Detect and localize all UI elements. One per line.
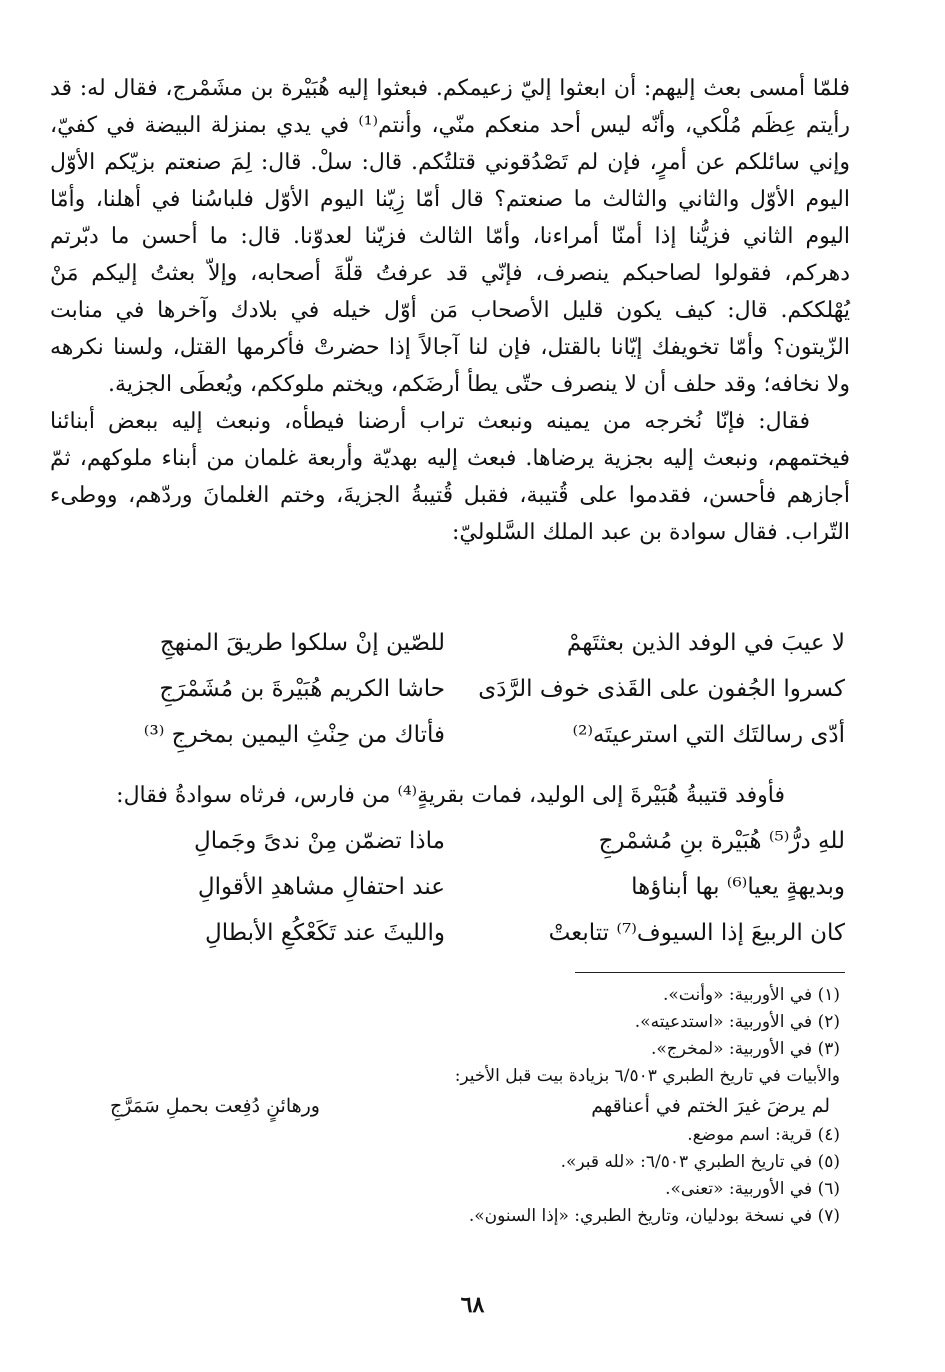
poem-2 [85,828,845,966]
poem-line [85,920,845,966]
footnote-3: (٣) في الأوربية: «لمخرج». [650,1039,840,1059]
poem-line [85,828,845,874]
hemistich-first: وبديهةٍ يعيا⁽⁶⁾ بها أبناؤها [631,874,845,900]
poem-line [85,676,845,722]
main-text [50,70,850,551]
footnote-6: (٦) في الأوربية: «تعنى». [665,1179,840,1199]
footnote-verse-second: ورهائنٍ دُفِعت بحملِ سَمَرَّجِ [110,1095,320,1117]
hemistich-second: والليثَ عند تَكَعْكُعِ الأبطالِ [205,920,445,946]
hemistich-first: للهِ درُّ⁽⁵⁾ هُبَيْرة بنِ مُشمْرجِ [598,828,845,854]
poem-line [85,630,845,676]
hemistich-second: للصّين إنْ سلكوا طريقَ المنهجِ [159,630,445,656]
footnotes [80,982,840,1230]
hemistich-first: كان الربيعَ إذا السيوف⁽⁷⁾ تتابعتْ [548,920,845,946]
transition-line: فأوفد قتيبةُ هُبَيْرةَ إلى الوليد، فمات بقريةٍ⁽⁴⁾ من فارس، فرثاه سوادةُ فقال: [116,783,785,808]
hemistich-second: فأتاك من حِنْثِ اليمين بمخرجِ ⁽³⁾ [143,722,445,748]
footnote-3-continuation: والأبيات في تاريخ الطبري ٦/٥٠٣ بزيادة بيت قبل الأخير: [454,1066,840,1086]
footnote-verse [110,1090,840,1122]
hemistich-second: عند احتفالِ مشاهدِ الأقوالِ [197,874,445,900]
poem-line [85,874,845,920]
footnote-2: (٢) في الأوربية: «استدعيته». [634,1012,840,1032]
hemistich-first: أدّى رسالتَك التي استرعيتَه⁽²⁾ [572,722,845,748]
footnote-verse-first: لم يرضَ غيرَ الختم في أعناقهم [591,1095,830,1117]
poem-1 [85,630,845,768]
page-number: ٦٨ [460,1292,485,1318]
hemistich-first: كسروا الجُفون على القَذى خوف الرَّدَى [478,676,845,702]
paragraph-1: فلمّا أمسى بعث إليهم: أن ابعثوا إليّ زعيمكم. فبعثوا إليه هُبَيْرة بن مشَمْرج، فقال له: قد رأيتم عِظَم مُلْكي، وأنّه ليس أحد منعكم منّي، وأنتم⁽¹⁾ في يدي بمنزلة البيضة في كفيّ، وإني سائلكم عن أمرٍ، فإن لم تَصْدُقوني قتلتُكم. قال: سلْ. قال: لِمَ صنعتم بزيّكم الأوّل اليوم الأوّل والثاني والثالث ما صنعتم؟ قال أمّا زِيّنا اليوم الأوّل فلباسُنا في أهلنا، وأمّا اليوم الثاني فزيُّنا إذا أمنّا أمراءنا، وأمّا الثالث فزيّنا لعدوّنا. قال: ما أحسن ما دبّرتم دهركم، فقولوا لصاحبكم ينصرف، فإنّي قد عرفتُ قلّةَ أصحابه، وإلاّ بعثتُ إليكم مَنْ يُهْلككم. قال: كيف يكون قليل الأصحاب مَن أوّل خيله في بلادك وآخرها في منابت الزّيتون؟ وأمّا تخويفك إيّانا بالقتل، فإن لنا آجالاً إذا حضرتْ فأكرمها القتل، ولسنا نكرهه ولا نخافه؛ وقد حلف أن لا ينصرف حتّى يطأ أرضَكم، ويختم ملوككم، ويُعطَى الجزية. [50,76,850,397]
hemistich-first: لا عيبَ في الوفد الذين بعثتَهمْ [566,630,845,656]
footnote-divider [575,972,845,973]
poem-line [85,722,845,768]
footnote-7: (٧) في نسخة بودليان، وتاريخ الطبري: «إذا السنون». [468,1206,840,1226]
footnote-1: (١) في الأوربية: «وأنت». [662,985,840,1005]
paragraph-2: فقال: فإنّا نُخرجه من يمينه ونبعث تراب أرضنا فيطأه، ونبعث إليه ببعض أبنائنا فيختمهم، ونبعث إليه بجزية يرضاها. فبعث إليه بهديّة وأربعة غلمان من أبناء ملوكهم، ثمّ أجازهم فأحسن، فقدموا على قُتيبة، فقبل قُتيبةُ الجزيةَ، وختم الغلمانَ وردّهم، ووطىء التّراب. فقال سوادة بن عبد الملك السَّلوليّ: [50,409,851,545]
hemistich-second: حاشا الكريم هُبَيْرةَ بن مُشَمْرَجِ [159,676,445,702]
footnote-4: (٤) قرية: اسم موضع. [687,1125,840,1145]
footnote-5: (٥) في تاريخ الطبري ٦/٥٠٣: «لله قبر». [560,1152,840,1172]
hemistich-second: ماذا تضمّن مِنْ ندىً وجَمالِ [193,828,445,854]
